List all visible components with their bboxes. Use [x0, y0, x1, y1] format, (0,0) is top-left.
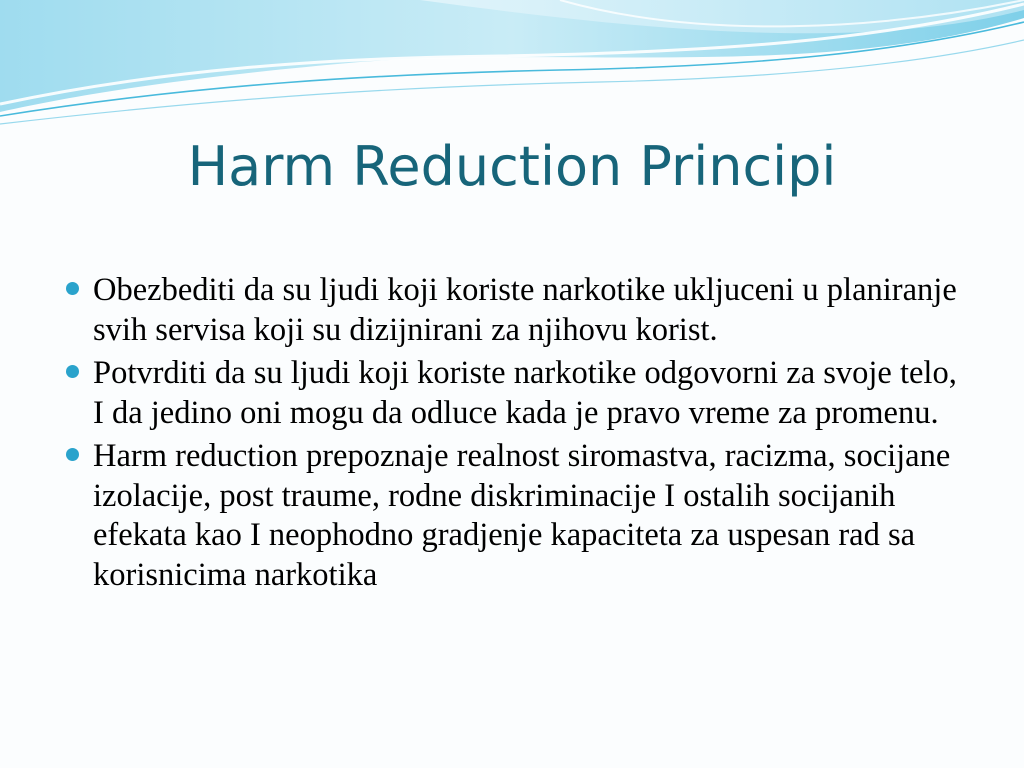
bullet-item	[62, 271, 962, 350]
slide-title: Harm Reduction Principi	[187, 135, 837, 198]
bullet-text: Obezbediti da su ljudi koji koriste narkotike ukljuceni u planiranje svih servisa koji su dizijnirani za njihovu korist.	[93, 272, 957, 348]
bullet-text: Potvrditi da su ljudi koji koriste narkotike odgovorni za svoje telo, I da jedino oni mogu da odluce kada je pravo vreme za promenu.	[93, 355, 957, 431]
bullet-dot-icon	[66, 448, 79, 461]
bullet-item	[62, 354, 962, 433]
bullet-dot-icon	[66, 282, 79, 295]
bullet-item	[62, 437, 962, 595]
bullet-list	[62, 271, 962, 599]
bullet-text: Harm reduction prepoznaje realnost siromastva, racizma, socijane izolacije, post traume, rodne diskriminacije I ostalih socijanih efekata kao I neophodno gradjenje kapaciteta za uspesan rad sa korisnicima narkotika	[93, 438, 951, 593]
wave-header-decoration	[0, 0, 1024, 130]
bullet-dot-icon	[66, 365, 79, 378]
